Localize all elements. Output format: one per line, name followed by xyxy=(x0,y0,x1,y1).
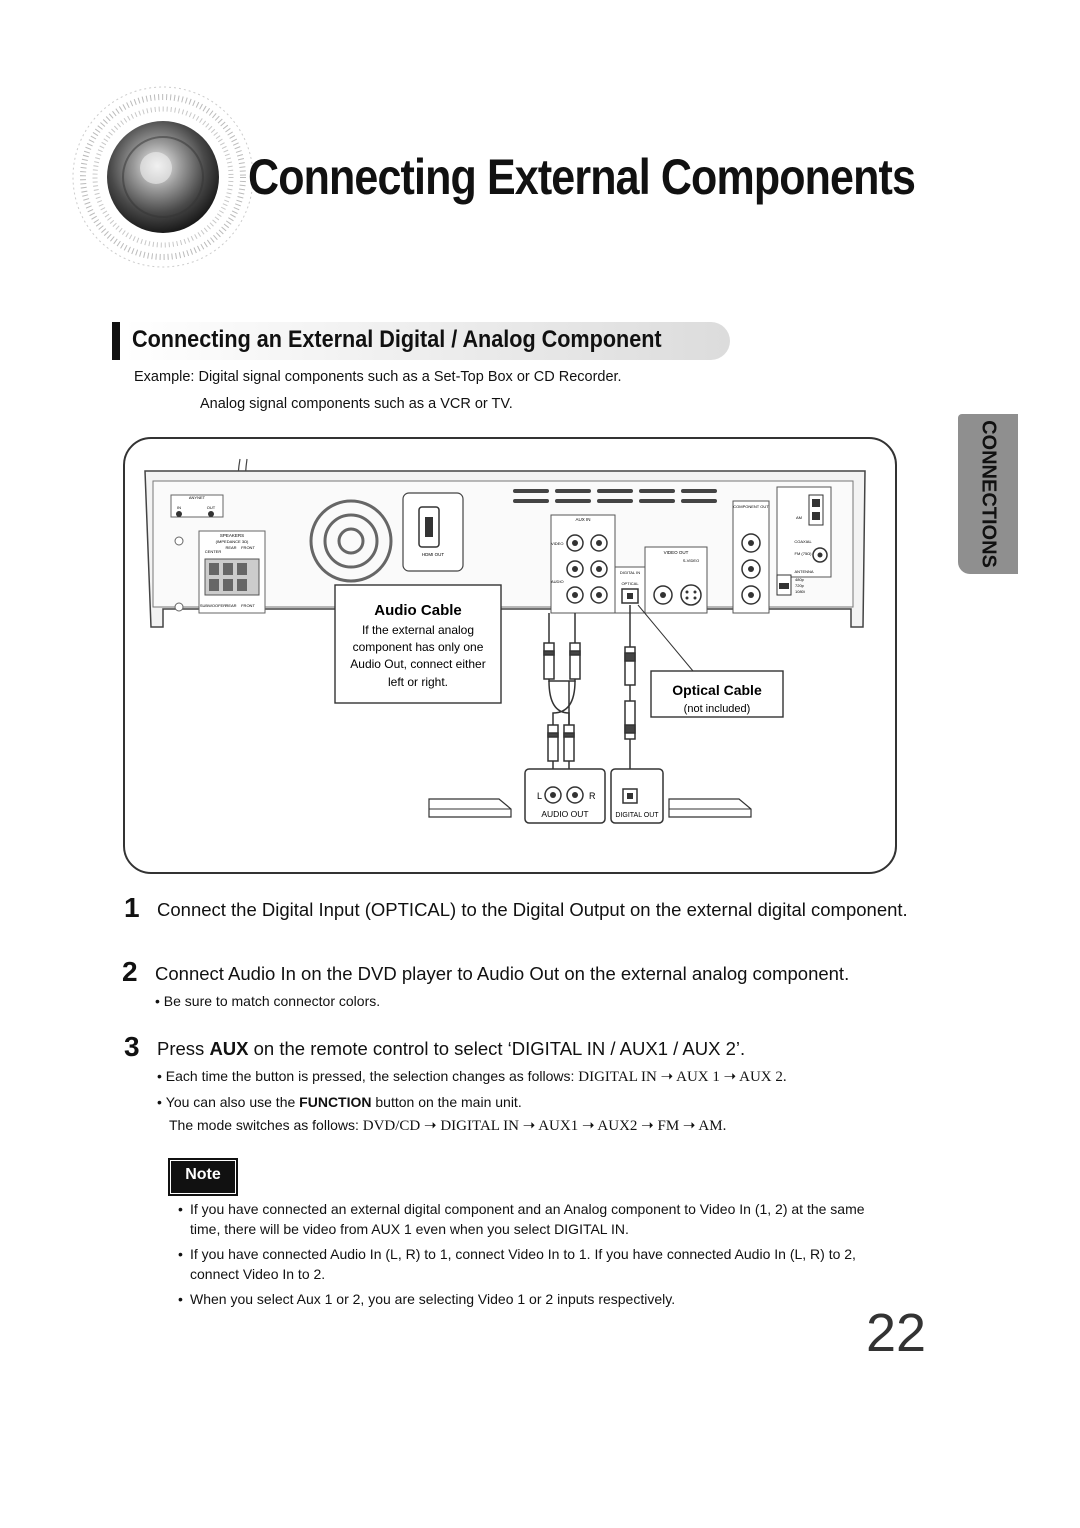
rear-label: REAR xyxy=(225,545,237,550)
step-2-bullet-text: Be sure to match connector colors. xyxy=(163,993,381,1009)
audio-out-l-label: L xyxy=(537,791,543,801)
note-label: Note xyxy=(185,1166,221,1183)
video-label: VIDEO xyxy=(551,541,564,546)
optical-label: OPTICAL xyxy=(621,581,639,586)
antenna-label: ANTENNA xyxy=(794,569,814,574)
speaker-logo-icon xyxy=(68,82,258,272)
step-1-text: Connect the Digital Input (OPTICAL) to the Digital Output on the external digital component. xyxy=(157,899,908,920)
audio-out-r-label: R xyxy=(589,791,596,801)
step-2-bullet: • Be sure to match connector colors. xyxy=(155,993,381,1009)
audio-cable xyxy=(544,613,580,795)
step-2-number: 2 xyxy=(122,956,138,987)
step-3-mode-line xyxy=(169,1116,726,1135)
component-out-label: COMPONENT OUT xyxy=(733,504,769,509)
front-label-2: FRONT xyxy=(241,603,255,608)
note-badge xyxy=(168,1158,238,1196)
external-analog-component xyxy=(429,799,511,817)
step-3-text xyxy=(157,1038,745,1060)
page-title: Connecting External Components xyxy=(248,149,916,205)
anynet-in-label: IN xyxy=(177,505,181,510)
optical-cable-title: Optical Cable xyxy=(672,682,762,698)
note-item-1-text: If you have connected an external digital component and an Analog component to Video In (1, 2) at the same time, there will be video from AUX 1 even when you select DIGITAL IN. xyxy=(190,1201,865,1237)
step-3-bullet-1: • Each time the button is pressed, the selection changes as follows: DIGITAL IN ➝ AUX 1 ➝ AUX 2. xyxy=(157,1068,787,1085)
optical-cable-note: (not included) xyxy=(683,703,751,715)
side-tab xyxy=(958,414,1018,574)
note-item-3: • When you select Aux 1 or 2, you are selecting Video 1 or 2 inputs respectively. xyxy=(178,1291,676,1307)
example-line-1: Example: Digital signal components such as a Set-Top Box or CD Recorder. xyxy=(134,369,622,385)
optical-cable xyxy=(625,605,635,797)
section-accent-bar xyxy=(112,322,120,360)
note-item-2: • If you have connected Audio In (L, R) to 1, connect Video In to 1. If you have connected Audio In (L, R) to 2, connect Video In to 2. xyxy=(178,1244,868,1284)
receiver-back-panel xyxy=(145,471,865,627)
front-label: FRONT xyxy=(241,545,255,550)
audio-cable-line-4: left or right. xyxy=(387,675,449,689)
step-3-bullet-2-after: button on the main unit. xyxy=(371,1094,522,1110)
step-2-text: Connect Audio In on the DVD player to Audio Out on the external analog component. xyxy=(155,963,850,984)
digital-out-panel xyxy=(611,769,663,823)
external-digital-component xyxy=(669,799,751,817)
side-tab-label: CONNECTIONS xyxy=(977,420,1000,568)
note-item-3-text: When you select Aux 1 or 2, you are selecting Video 1 or 2 inputs respectively. xyxy=(190,1291,676,1307)
audio-cable-line-2: component has only one xyxy=(352,640,484,654)
hdmi-label: HDMI OUT xyxy=(421,552,445,557)
step-3-bullet-1-text: Each time the button is pressed, the selection changes as follows: xyxy=(165,1068,579,1084)
aux-in-label: AUX IN xyxy=(575,517,591,522)
step-3-mode-sequence: DVD/CD ➝ DIGITAL IN ➝ AUX1 ➝ AUX2 ➝ FM ➝ AM. xyxy=(362,1118,727,1134)
audio-label: AUDIO xyxy=(551,579,564,584)
subwoofer-label: SUBWOOFER xyxy=(199,603,227,608)
audio-cable-line-1: If the external analog xyxy=(361,623,475,637)
note-item-2-text: If you have connected Audio In (L, R) to 1, connect Video In to 1. If you have connected Audio In (L, R) to 2, connect Video In to 2. xyxy=(190,1246,856,1282)
digital-out-label: DIGITAL OUT xyxy=(615,812,659,819)
res-480p-label: 480p xyxy=(795,577,804,582)
function-button-name: FUNCTION xyxy=(299,1094,372,1110)
step-3-bullet-1-sequence: DIGITAL IN ➝ AUX 1 ➝ AUX 2. xyxy=(578,1069,787,1085)
example-line-2: Analog signal components such as a VCR or TV. xyxy=(200,396,513,412)
center-label: CENTER xyxy=(204,549,222,554)
connection-diagram xyxy=(123,437,897,874)
step-3-bullet-2-before: You can also use the xyxy=(165,1094,300,1110)
step-3-bullet-2: • You can also use the FUNCTION button on the main unit. xyxy=(157,1094,522,1110)
s-video-label: S-VIDEO xyxy=(682,558,700,563)
rear-label-2: REAR xyxy=(225,603,237,608)
speakers-label: SPEAKERS xyxy=(219,533,245,538)
video-out-label: VIDEO OUT xyxy=(663,550,689,555)
audio-out-label: AUDIO OUT xyxy=(541,809,589,819)
fm-label: FM (75Ω) xyxy=(794,551,812,556)
note-item-1: • If you have connected an external digital component and an Analog component to Video In (1, 2) at the same time, there will be video from AUX 1 even when you select DIGITAL IN. xyxy=(178,1199,868,1239)
step-3-number: 3 xyxy=(124,1031,140,1062)
res-720p-label: 720p xyxy=(795,583,804,588)
step-3-text-after: on the remote control to select ‘DIGITAL IN / AUX1 / AUX 2’. xyxy=(248,1038,746,1059)
audio-cable-line-3: Audio Out, connect either xyxy=(350,657,486,671)
anynet-out-label: OUT xyxy=(206,505,216,510)
audio-out-panel xyxy=(525,769,605,823)
anynet-label: ANYNET xyxy=(188,495,206,500)
impedance-label: (IMPEDANCE 3Ω) xyxy=(215,539,249,544)
digital-in-label: DIGITAL IN xyxy=(619,570,641,575)
am-label: AM xyxy=(796,515,802,520)
step-3-text-before: Press xyxy=(157,1038,210,1059)
step-1-number: 1 xyxy=(124,892,140,923)
page-number: 22 xyxy=(866,1303,927,1363)
section-title: Connecting an External Digital / Analog Component xyxy=(132,326,662,353)
res-1080i-label: 1080i xyxy=(795,589,805,594)
step-3-mode-text: The mode switches as follows: xyxy=(169,1117,363,1133)
coaxial-label: COAXIAL xyxy=(794,539,812,544)
aux-button-name: AUX xyxy=(209,1038,249,1059)
audio-cable-title: Audio Cable xyxy=(374,602,462,619)
